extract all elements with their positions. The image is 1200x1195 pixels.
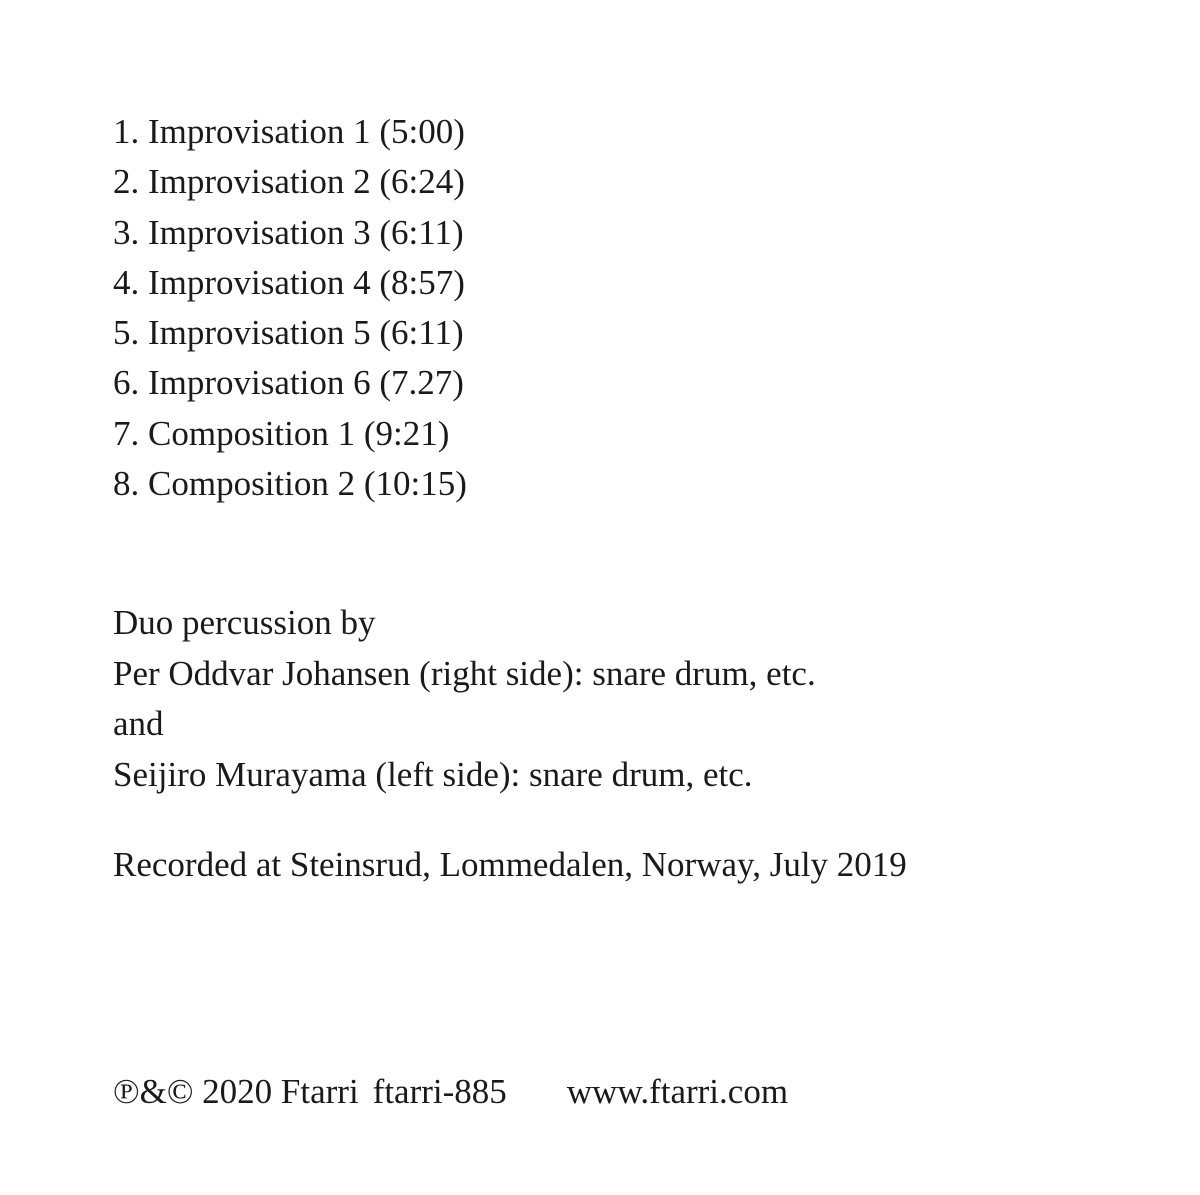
website-link[interactable]: www.ftarri.com — [566, 1072, 789, 1111]
copyright-notice: ℗&© 2020 Ftarri — [113, 1072, 359, 1111]
track-list — [113, 107, 467, 509]
catalog-number: ftarri-885 — [372, 1072, 507, 1111]
footer — [113, 1067, 788, 1117]
credits-conjunction: and — [113, 704, 164, 743]
track-item: 2. Improvisation 2 (6:24) — [113, 162, 465, 202]
track-item: 5. Improvisation 5 (6:11) — [113, 313, 464, 353]
track-item: 8. Composition 2 (10:15) — [113, 464, 467, 504]
track-item: 3. Improvisation 3 (6:11) — [113, 212, 464, 252]
performer-2: Seijiro Murayama (left side): snare drum, etc. — [113, 754, 753, 794]
track-item: 4. Improvisation 4 (8:57) — [113, 262, 465, 302]
track-item: 6. Improvisation 6 (7.27) — [113, 363, 464, 403]
performer-credits — [113, 598, 816, 800]
recording-info: Recorded at Steinsrud, Lommedalen, Norway, July 2019 — [113, 845, 907, 884]
track-item: 7. Composition 1 (9:21) — [113, 413, 450, 453]
track-item: 1. Improvisation 1 (5:00) — [113, 112, 465, 151]
performer-1: Per Oddvar Johansen (right side): snare drum, etc. — [113, 653, 816, 693]
credits-intro: Duo percussion by — [113, 603, 376, 642]
